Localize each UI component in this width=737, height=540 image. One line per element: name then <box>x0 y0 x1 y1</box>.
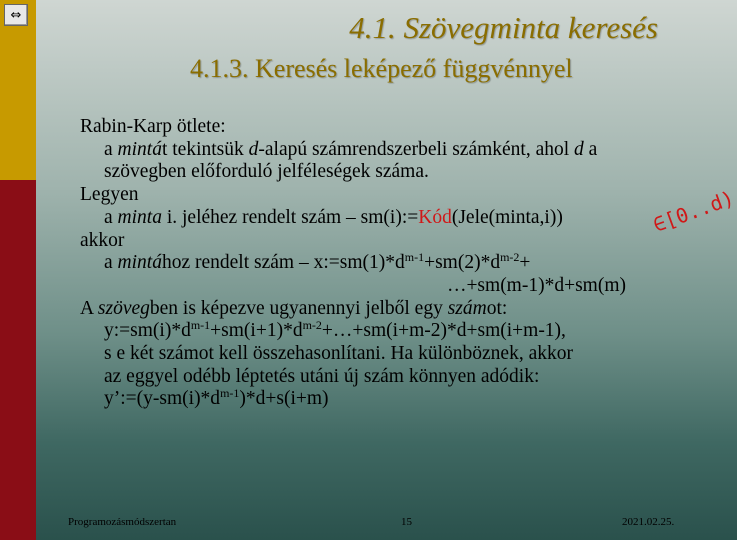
slide-title: 4.1. Szövegminta keresés <box>349 10 658 45</box>
footer-date: 2021.02.25. <box>622 516 675 528</box>
body-line: az eggyel odébb léptetés utáni új szám könnyen adódik: <box>104 365 540 387</box>
footer-page-number: 15 <box>401 516 412 528</box>
footer-course: Programozásmódszertan <box>68 516 177 528</box>
slide-subtitle: 4.1.3. Keresés leképező függvénnyel <box>190 54 573 83</box>
body-line: a mintát tekintsük d-alapú számrendszerbeli számként, ahol d a <box>104 138 598 160</box>
left-accent-red <box>0 180 36 540</box>
slide-body <box>80 116 720 411</box>
body-line: s e két számot kell összehasonlítani. Ha különböznek, akkor <box>104 343 573 365</box>
body-line: a minta i. jeléhez rendelt szám – sm(i):=Kód(Jele(minta,i)) <box>104 206 563 228</box>
body-line: A szövegben is képezve ugyanennyi jelből egy számot: <box>80 297 508 319</box>
body-line: akkor <box>80 229 125 251</box>
left-accent-gold <box>0 0 36 180</box>
body-line: Legyen <box>80 184 139 206</box>
body-line: a mintához rendelt szám – $x:=sm(1)*d^{m-1}+sm(2)*d^{m-2}+$ <box>104 250 531 274</box>
range-annotation: ∈[0..d) <box>649 185 737 237</box>
navigation-arrow-icon[interactable]: ⇔ <box>4 4 28 26</box>
body-line: szövegben előforduló jelféleségek száma. <box>104 161 429 183</box>
body-line: Rabin-Karp ötlete: <box>80 116 226 137</box>
body-line: $y’:=(y-sm(i)*d^{m-1})*d+s(i+m)$ <box>104 386 329 410</box>
body-line: …+sm(m-1)*d+sm(m) <box>446 274 626 296</box>
body-line: $y:=sm(i)*d^{m-1}+sm(i+1)*d^{m-2}+\dots+sm(i+m-2)*d+sm(i+m-1)$, <box>104 318 566 342</box>
